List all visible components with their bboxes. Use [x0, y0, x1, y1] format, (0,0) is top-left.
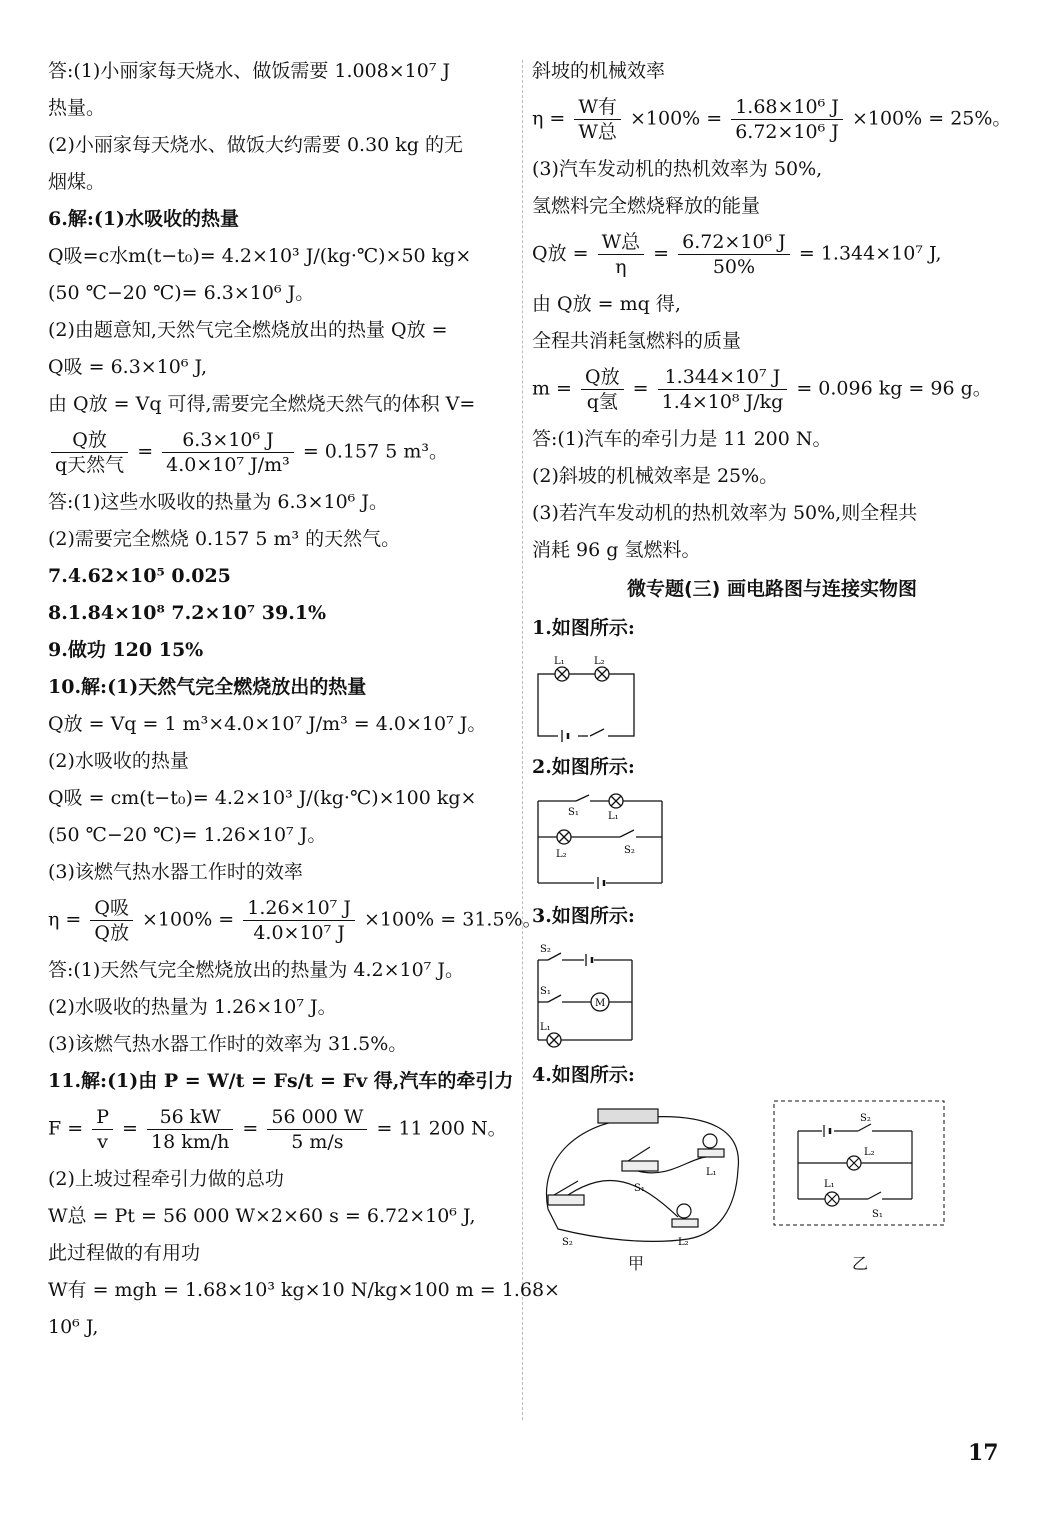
text-line: (50 ℃−20 ℃)= 6.3×10⁶ J。 [48, 282, 315, 304]
circuit-diagram-3 [532, 940, 1012, 1050]
physical-circuit-figure-jia [538, 1099, 748, 1249]
question-11-heading: 11.解:(1)由 P = W/t = Fs/t = Fv 得,汽车的牵引力 [48, 1070, 514, 1092]
fraction: $\frac{56 000 W}{5 m/s}$ [267, 1105, 367, 1154]
text-line: Q吸 = 6.3×10⁶ J, [48, 356, 208, 378]
fraction: $\frac{\text{1.26×10⁷ J}}{\text{4.0×10⁷ J}}$ [243, 896, 355, 945]
fraction: $\frac{\text{Q吸}}{\text{Q放}}$ [90, 896, 133, 945]
label-S2: S₂ [540, 944, 551, 955]
formula-volume: $\frac{\text{Q放}}{\text{q天然气}}$ = $\frac{\text{6.3×10⁶ J}}{\text{4.0×10⁷ J/m³}}$ = 0.157 5 m³。 [48, 428, 516, 477]
question-1-label: 1.如图所示: [532, 617, 635, 639]
formula-mass: m = $\frac{\text{Q放}}{\text{q氢}}$ = $\frac{\text{1.344×10⁷ J}}{\text{1.4×10⁸ J/kg}}$ = 0.096 kg = 96 g。 [532, 366, 992, 413]
label-L1: L₁ [554, 656, 565, 667]
text-line: (2)小丽家每天烧水、做饭大约需要 0.30 kg 的无 [48, 134, 464, 156]
text-line: Q吸=c水m(t−t₀)= 4.2×10³ J/(kg·℃)×50 kg× [48, 245, 472, 267]
text-line: (2)需要完全燃烧 0.157 5 m³ 的天然气。 [48, 528, 401, 550]
answer-9: 9.做功 120 15% [48, 639, 204, 661]
text-line: (3)若汽车发动机的热机效率为 50%,则全程共 [532, 502, 918, 524]
fraction: $\frac{\text{W有}}{\text{W总}}$ [574, 95, 621, 144]
motor-icon: M [595, 998, 606, 1009]
fraction: $\frac{P}{v}$ [92, 1105, 113, 1154]
right-column [532, 58, 1012, 1274]
label-L1: L₁ [706, 1167, 717, 1178]
formula-force: F = $\frac{P}{v}$ = $\frac{56 kW}{18 km/h}$ = $\frac{56 000 W}{5 m/s}$ = 11 200 N。 [48, 1106, 507, 1153]
label-L1: L₁ [608, 811, 619, 822]
text-line: 由 Q放 = mq 得, [532, 293, 681, 315]
text-line: 此过程做的有用功 [48, 1242, 201, 1264]
label-L1: L₁ [540, 1022, 551, 1033]
figure-4-group [532, 1099, 1012, 1274]
text-line: (3)该燃气热水器工作时的效率为 31.5%。 [48, 1033, 408, 1055]
question-4-label: 4.如图所示: [532, 1064, 635, 1086]
label-L2: L₂ [594, 656, 605, 667]
figure-label-yi: 乙 [852, 1254, 869, 1273]
answer-8: 8.1.84×10⁸ 7.2×10⁷ 39.1% [48, 602, 327, 624]
circuit-diagram-2 [532, 791, 1012, 891]
text-line: (2)由题意知,天然气完全燃烧放出的热量 Q放 = [48, 319, 448, 341]
text-line: Q放 = Vq = 1 m³×4.0×10⁷ J/m³ = 4.0×10⁷ J。 [48, 713, 487, 735]
text-line: (3)汽车发动机的热机效率为 50%, [532, 158, 823, 180]
fraction: $\frac{\text{6.72×10⁶ J}}{50\%}$ [678, 230, 790, 279]
label-L2: L₂ [678, 1237, 689, 1248]
fraction: $\frac{\text{Q放}}{\text{q氢}}$ [581, 365, 624, 414]
text-line: 答:(1)天然气完全燃烧放出的热量为 4.2×10⁷ J。 [48, 959, 464, 981]
label-S2: S₂ [624, 845, 635, 856]
formula-efficiency-1: η = $\frac{\text{Q吸}}{\text{Q放}}$ ×100% = $\frac{\text{1.26×10⁷ J}}{\text{4.0×10⁷ J}}$ ×100% = 31.5%。 [48, 897, 542, 944]
label-S2: S₂ [860, 1113, 871, 1124]
text-line: (2)水吸收的热量为 1.26×10⁷ J。 [48, 996, 337, 1018]
fraction: $\frac{\text{1.344×10⁷ J}}{\text{1.4×10⁸ J/kg}}$ [658, 365, 788, 414]
fraction: $\frac{\text{1.68×10⁶ J}}{\text{6.72×10⁶ J}}$ [731, 95, 843, 144]
formula-efficiency-2: η = $\frac{\text{W有}}{\text{W总}}$ ×100% = $\frac{\text{1.68×10⁶ J}}{\text{6.72×10⁶ J}}$ ×100% = 25%。 [532, 96, 1012, 143]
circuit-diagram-yi [772, 1099, 948, 1229]
label-L2: L₂ [556, 849, 567, 860]
text-line: 答:(1)汽车的牵引力是 11 200 N。 [532, 428, 832, 450]
fraction: $\frac{\text{6.3×10⁶ J}}{\text{4.0×10⁷ J/m³}}$ [162, 428, 294, 477]
page-number: 17 [968, 1440, 999, 1466]
text-line: 热量。 [48, 97, 106, 119]
question-2-label: 2.如图所示: [532, 756, 635, 778]
column-divider [522, 60, 523, 1420]
text-line: 10⁶ J, [48, 1316, 99, 1338]
label-S1: S₁ [568, 807, 579, 818]
section-title: 微专题(三) 画电路图与连接实物图 [627, 578, 917, 600]
question-3-label: 3.如图所示: [532, 905, 635, 927]
fraction: $\frac{\text{W总}}{\eta}$ [598, 230, 645, 279]
text-line: (2)斜坡的机械效率是 25%。 [532, 465, 779, 487]
text-line: 氢燃料完全燃烧释放的能量 [532, 195, 761, 217]
text-line: W有 = mgh = 1.68×10³ kg×10 N/kg×100 m = 1.68× [48, 1279, 560, 1301]
label-S1: S₁ [634, 1183, 645, 1194]
figure-label-jia: 甲 [628, 1254, 645, 1273]
text-line: 答:(1)这些水吸收的热量为 6.3×10⁶ J。 [48, 491, 388, 513]
fraction: $\frac{56 kW}{18 km/h}$ [147, 1105, 233, 1154]
text-line: (2)水吸收的热量 [48, 750, 189, 772]
label-S1: S₁ [540, 986, 551, 997]
text-line: (2)上坡过程牵引力做的总功 [48, 1168, 284, 1190]
label-S1: S₁ [872, 1209, 883, 1220]
text-line: W总 = Pt = 56 000 W×2×60 s = 6.72×10⁶ J, [48, 1205, 476, 1227]
label-L2: L₂ [864, 1147, 875, 1158]
text-line: 斜坡的机械效率 [532, 60, 666, 82]
formula-heat-released: Q放 = $\frac{\text{W总}}{\eta}$ = $\frac{\text{6.72×10⁶ J}}{50\%}$ = 1.344×10⁷ J, [532, 231, 942, 278]
text-line: 由 Q放 = Vq 可得,需要完全燃烧天然气的体积 V= [48, 393, 476, 415]
answer-7: 7.4.62×10⁵ 0.025 [48, 565, 231, 587]
text-line: 消耗 96 g 氢燃料。 [532, 539, 701, 561]
text-line: (3)该燃气热水器工作时的效率 [48, 861, 303, 883]
label-L1: L₁ [824, 1179, 835, 1190]
text-line: 烟煤。 [48, 171, 106, 193]
fraction: $\frac{\text{Q放}}{\text{q天然气}}$ [51, 428, 128, 477]
text-line: 全程共消耗氢燃料的质量 [532, 330, 742, 352]
text-line: (50 ℃−20 ℃)= 1.26×10⁷ J。 [48, 824, 327, 846]
circuit-diagram-1 [532, 652, 1012, 742]
question-6-heading: 6.解:(1)水吸收的热量 [48, 208, 240, 230]
text-line: 答:(1)小丽家每天烧水、做饭需要 1.008×10⁷ J [48, 60, 451, 82]
text-line: Q吸 = cm(t−t₀)= 4.2×10³ J/(kg·℃)×100 kg× [48, 787, 477, 809]
label-S2: S₂ [562, 1237, 573, 1248]
question-10-heading: 10.解:(1)天然气完全燃烧放出的热量 [48, 676, 367, 698]
